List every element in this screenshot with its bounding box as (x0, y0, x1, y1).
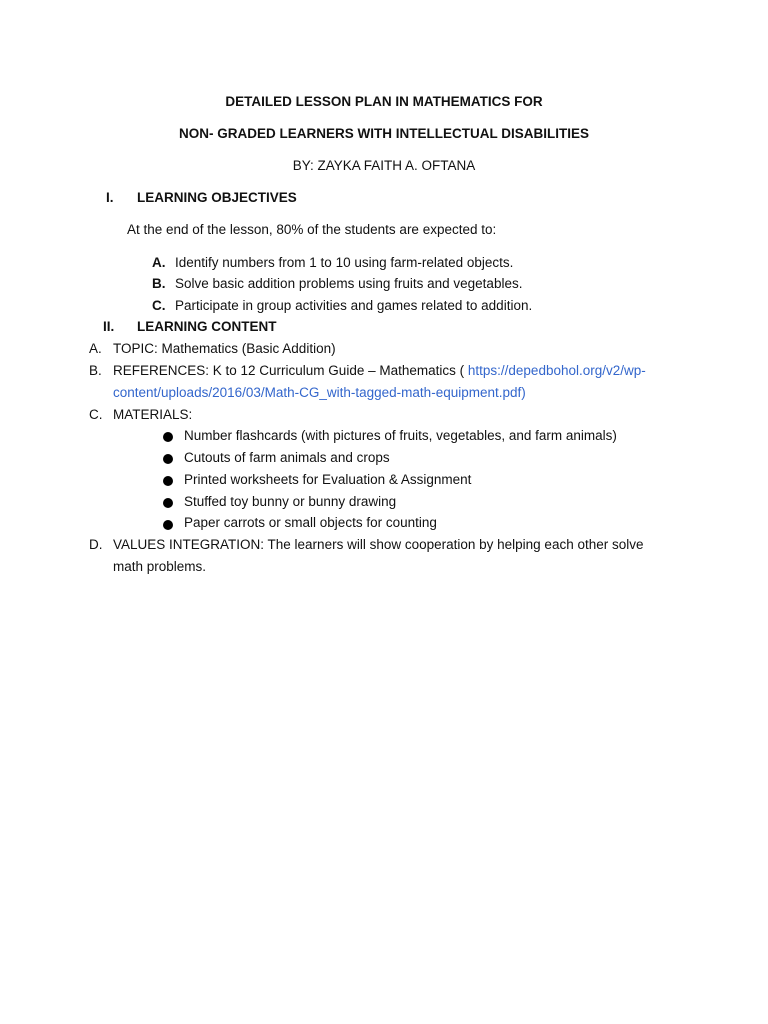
objective-c-text: Participate in group activities and games related to addition. (175, 298, 533, 313)
bullet-icon (163, 498, 173, 508)
material-item: Cutouts of farm animals and crops (184, 450, 390, 465)
bullet-icon (163, 520, 173, 530)
document-title-line-2: NON- GRADED LEARNERS WITH INTELLECTUAL DISABILITIES (179, 126, 589, 141)
section-1-heading: LEARNING OBJECTIVES (137, 190, 297, 205)
objective-b-letter: B. (152, 276, 166, 291)
content-d-letter: D. (89, 537, 103, 552)
material-item: Number flashcards (with pictures of fruits, vegetables, and farm animals) (184, 428, 617, 443)
references-link-part-1[interactable]: https://depedbohol.org/v2/wp- (467, 363, 646, 378)
document-author: BY: ZAYKA FAITH A. OFTANA (292, 158, 476, 173)
material-item: Printed worksheets for Evaluation & Assignment (184, 472, 472, 487)
objective-c-letter: C. (152, 298, 166, 313)
section-1-intro: At the end of the lesson, 80% of the students are expected to: (127, 222, 497, 237)
content-d-text-continued: math problems. (113, 559, 207, 574)
section-1-numeral: I. (106, 190, 114, 205)
references-label: REFERENCES: K to 12 Curriculum Guide – Mathematics ( (113, 363, 465, 378)
objective-a-text: Identify numbers from 1 to 10 using farm-related objects. (175, 255, 514, 270)
section-2-heading: LEARNING CONTENT (137, 319, 277, 334)
content-b-letter: B. (89, 363, 102, 378)
content-a-text: TOPIC: Mathematics (Basic Addition) (113, 341, 336, 356)
content-a-letter: A. (89, 341, 102, 356)
material-item: Stuffed toy bunny or bunny drawing (184, 494, 397, 509)
bullet-icon (163, 476, 173, 486)
document-title-line-1: DETAILED LESSON PLAN IN MATHEMATICS FOR (225, 94, 543, 109)
bullet-icon (163, 454, 173, 464)
bullet-icon (163, 432, 173, 442)
section-2-numeral: II. (103, 319, 115, 334)
content-b-text (113, 362, 646, 380)
objective-a-letter: A. (152, 255, 166, 270)
content-c-letter: C. (89, 407, 103, 422)
objective-b-text: Solve basic addition problems using fruits and vegetables. (175, 276, 523, 291)
content-c-text: MATERIALS: (113, 407, 193, 422)
content-d-text: VALUES INTEGRATION: The learners will show cooperation by helping each other solve (113, 537, 644, 552)
references-link-part-2[interactable]: content/uploads/2016/03/Math-CG_with-tagged-math-equipment.pdf) (113, 385, 526, 400)
material-item: Paper carrots or small objects for counting (184, 515, 437, 530)
